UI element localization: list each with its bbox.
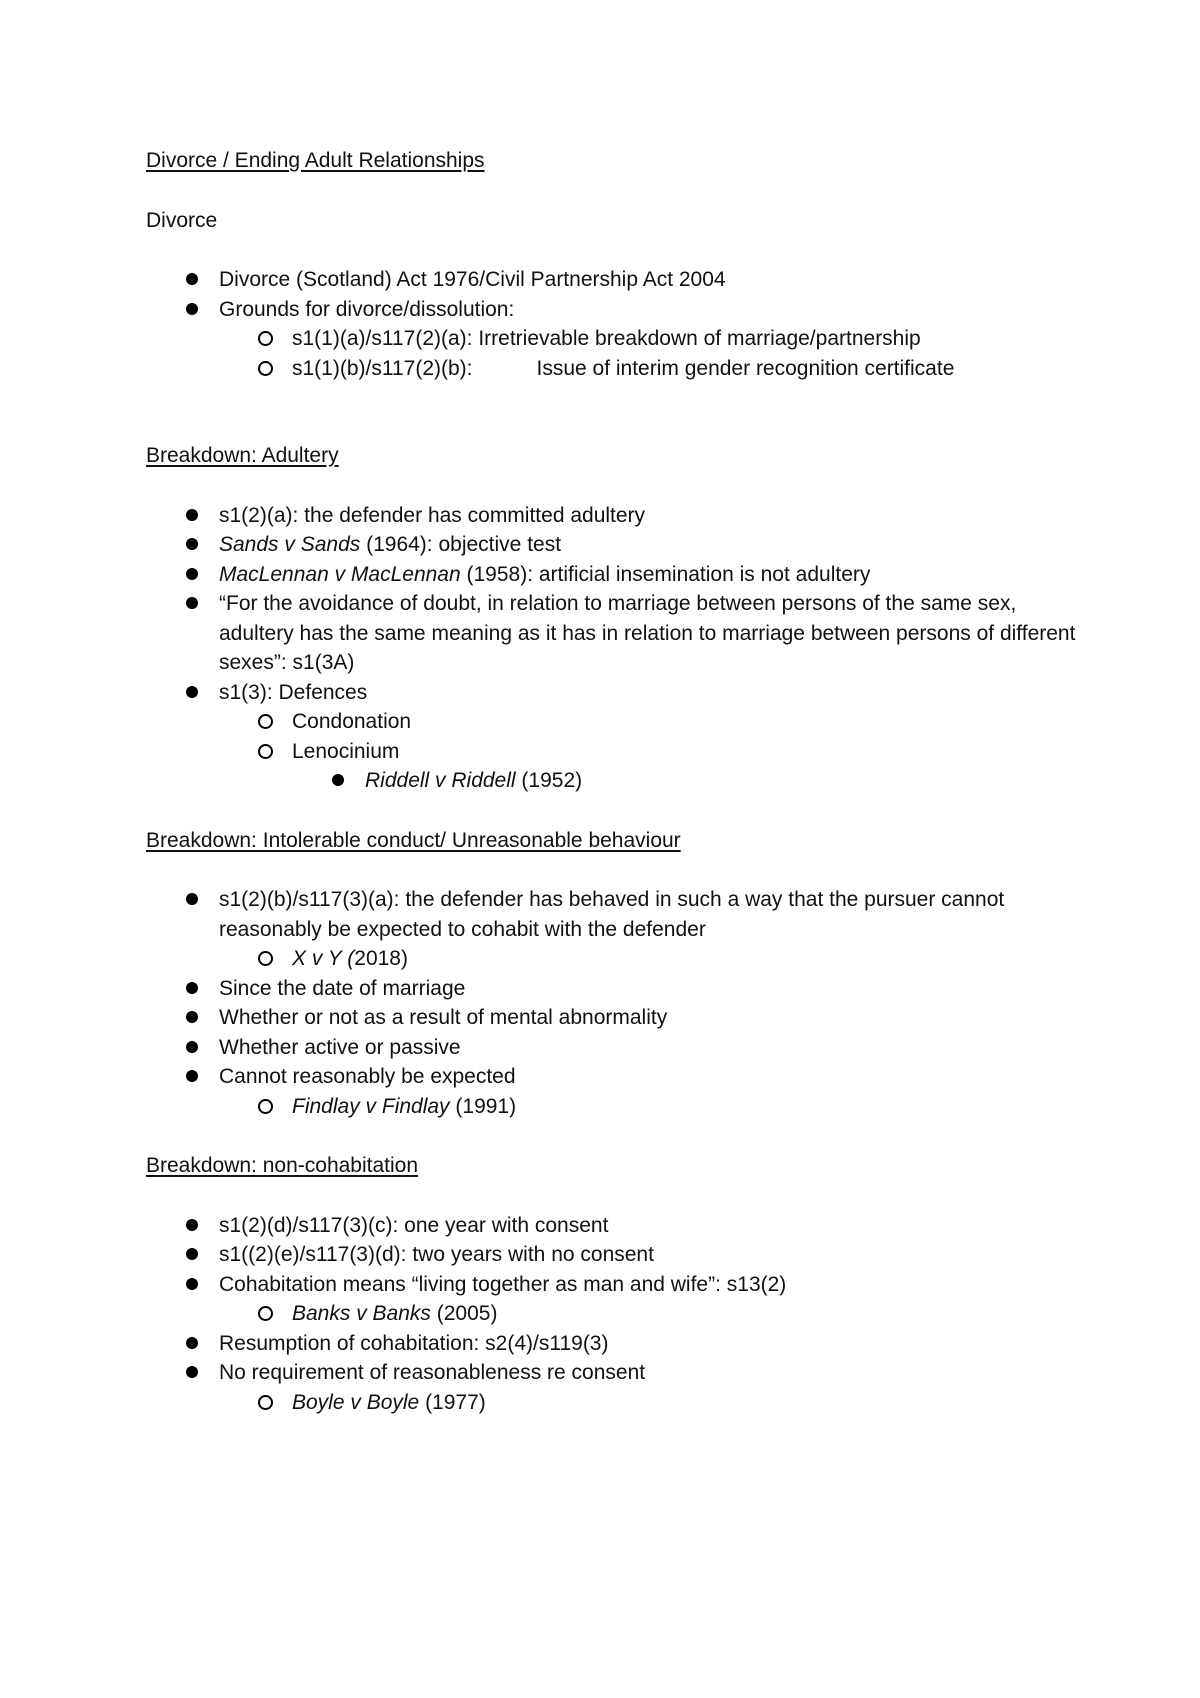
list-item-text: Lenocinium: [292, 739, 400, 763]
hollow-bullet-icon: [258, 714, 273, 729]
list-item: [146, 1240, 1076, 1270]
list-item-text: Cannot reasonably be expected: [219, 1065, 516, 1088]
bullet-icon: [332, 774, 344, 786]
list-item-text: s1(2)(a): the defender has committed adultery: [219, 503, 646, 527]
hollow-bullet-icon: [258, 361, 273, 376]
list-item-text: (1958): artificial insemination is not adultery: [460, 562, 871, 586]
list-item-text: Whether active or passive: [219, 1035, 461, 1059]
list-item: [146, 530, 1076, 560]
list-item: [146, 295, 1076, 325]
hollow-bullet-icon: [258, 331, 273, 346]
list-item: [146, 1003, 1076, 1033]
conduct-list: [146, 885, 1076, 1121]
bullet-icon: [186, 1366, 198, 1378]
section-heading-adultery: Breakdown: Adultery: [146, 444, 339, 467]
list-item-text: Resumption of cohabitation: s2(4)/s119(3): [219, 1331, 609, 1355]
hollow-bullet-icon: [258, 1306, 273, 1321]
list-item: [146, 1092, 1076, 1122]
case-name: Findlay v Findlay: [292, 1094, 450, 1118]
bullet-icon: [186, 597, 198, 609]
bullet-icon: [186, 893, 198, 905]
spacer: [146, 471, 1076, 501]
case-name: Boyle v Boyle: [292, 1390, 420, 1414]
bullet-icon: [186, 1248, 198, 1260]
list-item: [146, 1388, 1076, 1418]
list-item-text: Condonation: [292, 710, 412, 733]
bullet-icon: [186, 1041, 198, 1053]
list-item-text: s1(2)(d)/s117(3)(c): one year with consent: [219, 1213, 609, 1237]
bullet-icon: [186, 1219, 198, 1231]
list-item: [146, 501, 1076, 531]
section-heading-noncohabitation: Breakdown: non-cohabitation: [146, 1154, 419, 1177]
case-name: X v Y (: [292, 947, 355, 970]
bullet-icon: [186, 509, 198, 521]
list-item-text: Cohabitation means “living together as man and wife”: s13(2): [219, 1272, 787, 1296]
document-title: Divorce / Ending Adult Relationships: [146, 149, 485, 172]
bullet-icon: [186, 1070, 198, 1082]
list-item: [146, 560, 1076, 590]
list-item-text: (1977): [419, 1390, 486, 1414]
list-item: [146, 1211, 1076, 1241]
list-item-text: Divorce (Scotland) Act 1976/Civil Partnership Act 2004: [219, 268, 726, 291]
list-item-text: Whether or not as a result of mental abnormality: [219, 1006, 668, 1029]
noncohabitation-list: [146, 1211, 1076, 1418]
hollow-bullet-icon: [258, 1099, 273, 1114]
hollow-bullet-icon: [258, 744, 273, 759]
list-item: [146, 1062, 1076, 1092]
document-page: [146, 146, 1076, 1417]
bullet-icon: [186, 273, 198, 285]
spacer: [146, 855, 1076, 885]
bullet-icon: [186, 538, 198, 550]
bullet-icon: [186, 1337, 198, 1349]
list-item-text: s1(1)(b)/s117(2)(b):: [292, 356, 473, 380]
case-name: Sands v Sands: [219, 533, 361, 556]
list-item: [146, 354, 1076, 384]
list-item: [146, 678, 1076, 708]
list-item-text: Since the date of marriage: [219, 976, 466, 1000]
list-item: [146, 265, 1076, 295]
list-item-text: (2005): [430, 1302, 498, 1325]
spacer: [146, 1121, 1076, 1151]
hollow-bullet-icon: [258, 951, 273, 966]
list-item-text: Grounds for divorce/dissolution:: [219, 297, 515, 321]
list-item: [146, 766, 1076, 796]
list-item-text: Issue of interim gender recognition certificate: [536, 356, 955, 380]
list-item-text: (1964): objective test: [360, 533, 562, 556]
list-item: [146, 324, 1076, 354]
case-name: Banks v Banks: [292, 1302, 431, 1325]
list-item-text: “For the avoidance of doubt, in relation to marriage between persons of the same sex, adultery has the same meaning as it has in relation to marriage between persons of different sexes”: s1(3A): [219, 592, 1076, 674]
list-item: [146, 737, 1076, 767]
divorce-list: [146, 265, 1076, 383]
section-subtitle-divorce: Divorce: [146, 208, 218, 232]
bullet-icon: [186, 1278, 198, 1290]
section-heading-conduct: Breakdown: Intolerable conduct/ Unreasonable behaviour: [146, 828, 681, 852]
bullet-icon: [186, 686, 198, 698]
list-item: [146, 1358, 1076, 1388]
list-item: [146, 1033, 1076, 1063]
list-item: [146, 707, 1076, 737]
list-item-text: (1952): [515, 769, 583, 792]
adultery-list: [146, 501, 1076, 796]
list-item-text: s1(1)(a)/s117(2)(a): Irretrievable breakdown of marriage/partnership: [292, 327, 921, 350]
list-item: [146, 885, 1076, 944]
spacer: [146, 796, 1076, 826]
list-item: [146, 944, 1076, 974]
list-item-text: (1991): [449, 1094, 517, 1118]
spacer: [146, 235, 1076, 265]
list-item-text: s1((2)(e)/s117(3)(d): two years with no consent: [219, 1243, 654, 1266]
spacer: [146, 176, 1076, 206]
spacer: [146, 1181, 1076, 1211]
list-item-text: s1(3): Defences: [219, 680, 368, 704]
list-item: [146, 1299, 1076, 1329]
list-item-text: 2018): [354, 947, 408, 970]
hollow-bullet-icon: [258, 1395, 273, 1410]
bullet-icon: [186, 568, 198, 580]
bullet-icon: [186, 303, 198, 315]
list-item: [146, 589, 1076, 678]
bullet-icon: [186, 1011, 198, 1023]
bullet-icon: [186, 982, 198, 994]
case-name: MacLennan v MacLennan: [219, 562, 461, 586]
list-item-text: s1(2)(b)/s117(3)(a): the defender has behaved in such a way that the pursuer cannot reasonably be expected to cohabit with the defender: [219, 888, 1005, 941]
list-item: [146, 1329, 1076, 1359]
list-item: [146, 974, 1076, 1004]
case-name: Riddell v Riddell: [365, 769, 516, 792]
list-item: [146, 1270, 1076, 1300]
list-item-text: No requirement of reasonableness re consent: [219, 1361, 646, 1384]
spacer: [146, 383, 1076, 441]
